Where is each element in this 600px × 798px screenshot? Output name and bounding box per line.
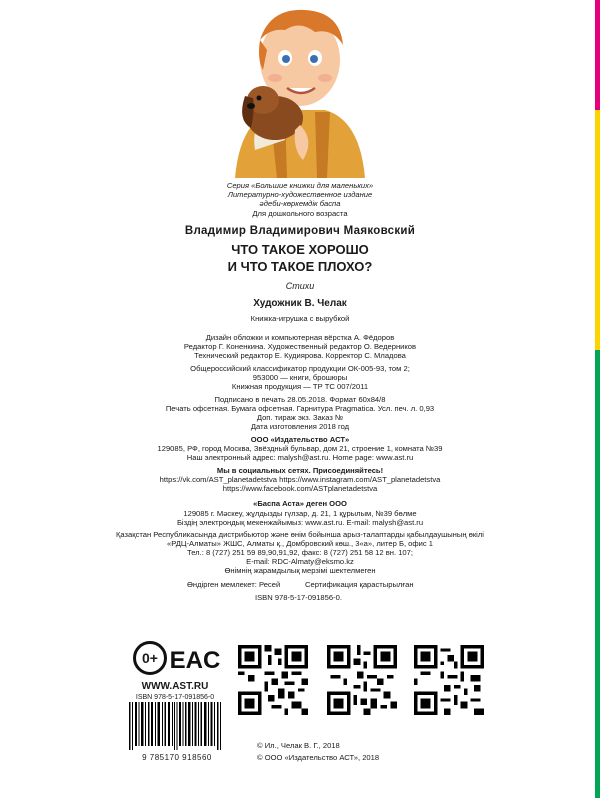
eac-mark-text: EAC: [169, 647, 221, 674]
credit-line: Технический редактор Е. Кудиярова. Корректор С. Младова: [194, 351, 406, 360]
print-line: Подписано в печать 28.05.2018. Формат 60х84/8: [214, 395, 386, 404]
eac-certification-mark: [169, 641, 221, 675]
kz-line: Біздің электрондық мекенжайымыз: www.ast.ru. E-mail: malysh@ast.ru: [176, 518, 424, 527]
genre-label: Стихи: [285, 281, 315, 291]
certification-note: Сертификация қарастырылған: [305, 580, 414, 589]
credit-line: Редактор Г. Коненкина. Художественный редактор О. Ведерников: [183, 342, 417, 351]
publisher-email: Наш электронный адрес: malysh@ast.ru. Home page: www.ast.ru: [186, 453, 414, 462]
website[interactable]: WWW.AST.RU: [141, 681, 209, 692]
social-links[interactable]: https://www.facebook.com/ASTplanetadetstva: [222, 484, 378, 493]
edition-type-line: Литературно-художественное издание: [227, 190, 373, 199]
kz-line: Қазақстан Республикасында дистрибьютор және өнім бойынша арыз-талаптарды қабылдаушының өкілі: [116, 530, 484, 539]
book-title-line-1: ЧТО ТАКОЕ ХОРОШО: [231, 242, 369, 257]
classifier-line: Общероссийский классификатор продукции ОК-005-93, том 2;: [190, 364, 410, 373]
series-line: Серия «Большие книжки для маленьких»: [226, 181, 374, 190]
kz-line: «РДЦ-Алматы» ЖШС, Алматы қ., Домбровский көш., 3«а», литер Б, офис 1: [166, 539, 434, 548]
age-rating-badge: 0+: [133, 641, 167, 675]
classifier-line: Книжная продукция — ТР ТС 007/2011: [231, 382, 369, 391]
edge-stripe-magenta: [595, 0, 600, 110]
isbn-small: ISBN 978-5-17-091856-0: [135, 694, 215, 701]
copyright-illustrations: © Ил., Челак В. Г., 2018: [257, 741, 340, 750]
kz-line: 129085 г. Мәскеу, жұлдызды гүлзар, д. 21, 1 құрылым, №39 бөлме: [183, 509, 417, 518]
book-type: Книжка-игрушка с вырубкой: [250, 314, 350, 323]
barcode-digits: 9 785170 918560: [142, 753, 212, 762]
qr-code-facebook[interactable]: [414, 645, 484, 715]
edition-type-kz-line: әдеби-көркемдік баспа: [259, 199, 341, 208]
boy-with-puppy-illustration: [215, 0, 385, 178]
qr-code-vk[interactable]: [238, 645, 308, 715]
book-title-line-2: И ЧТО ТАКОЕ ПЛОХО?: [227, 259, 373, 274]
book-author: Владимир Владимирович Маяковский: [184, 225, 416, 237]
print-line: Доп. тираж экз. Заказ №: [256, 413, 344, 422]
copyright-publisher: © ООО «Издательство АСТ», 2018: [257, 753, 380, 762]
isbn-line: ISBN 978-5-17-091856-0.: [255, 593, 342, 602]
publisher-address: 129085, РФ, город Москва, Звёздный бульвар, дом 21, строение 1, комната №39: [157, 444, 443, 453]
kz-line: Тел.: 8 (727) 251 59 89,90,91,92, факс: 8 (727) 251 58 12 вн. 107;: [187, 548, 413, 557]
publisher-name: ООО «Издательство АСТ»: [250, 435, 350, 444]
age-note: Для дошкольного возраста: [252, 209, 348, 218]
artist-credit: Художник В. Челак: [253, 298, 347, 309]
kz-publisher-heading: «Баспа Аста» деген ООО: [253, 499, 347, 508]
country-of-origin: Өндірген мемлекет: Ресей: [187, 580, 281, 589]
kz-line: Өнімнің жарамдылық мерзімі шектелмеген: [224, 566, 376, 575]
credit-line: Дизайн обложки и компьютерная вёрстка А. Фёдоров: [205, 333, 395, 342]
print-line: Дата изготовления 2018 год: [250, 422, 350, 431]
qr-code-instagram[interactable]: [327, 645, 397, 715]
print-line: Печать офсетная. Бумага офсетная. Гарнитура Pragmatica. Усл. печ. л. 0,93: [165, 404, 435, 413]
kz-line: E-mail: RDC-Almaty@eksmo.kz: [246, 557, 354, 566]
social-heading: Мы в социальных сетях. Присоединяйтесь!: [216, 466, 384, 475]
classifier-line: 953000 — книги, брошюры: [252, 373, 348, 382]
ean-barcode: [127, 702, 225, 750]
social-links[interactable]: https://vk.com/AST_planetadetstva https://www.instagram.com/AST_planetadetstva: [159, 475, 441, 484]
